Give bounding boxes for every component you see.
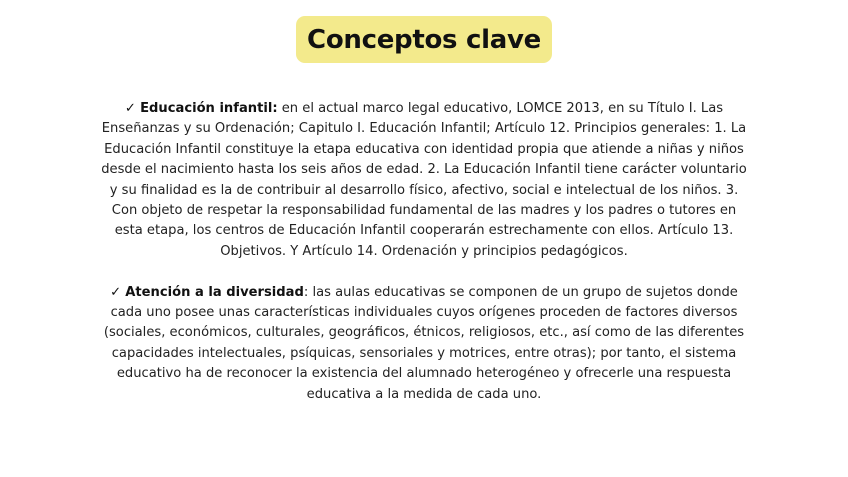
content-body (100, 99, 748, 405)
page-title: Conceptos clave (307, 24, 541, 55)
term-educacion-infantil: Educación infantil: (140, 101, 278, 116)
paragraph-atencion-diversidad (100, 283, 748, 405)
paragraph-spacer (100, 262, 748, 282)
title-box (296, 16, 552, 63)
checkmark-icon: ✓ (110, 284, 122, 300)
paragraph-text: en el actual marco legal educativo, LOMCE 2013, en su Título I. Las Enseñanzas y su Ordenación; Capitulo I. Educación Infantil; Artículo 12. Principios generales: 1. La Educación Infantil constituye la etapa educativa con identidad propia que atiende a niñas y niños desde el nacimiento hasta los seis años de edad. 2. La Educación Infantil tiene carácter voluntario y su finalidad es la de contribuir al desarrollo físico, afectivo, social e intelectual de los niños. 3. Con objeto de respetar la responsabilidad fundamental de las madres y los padres o tutores en esta etapa, los centros de Educación Infantil cooperarán estrechamente con ellos. Artículo 13. Objetivos. Y Artículo 14. Ordenación y principios pedagógicos. (101, 101, 747, 259)
paragraph-educacion-infantil (100, 99, 748, 262)
term-atencion-diversidad: Atención a la diversidad (125, 284, 304, 300)
paragraph-text: : las aulas educativas se componen de un grupo de sujetos donde cada uno posee unas características individuales cuyos orígenes proceden de factores diversos (sociales, económicos, culturales, geográficos, étnicos, religiosos, etc., así como de las diferentes capacidades intelectuales, psíquicas, sensoriales y motrices, entre otras); por tanto, el sistema educativo ha de reconocer la existencia del alumnado heterogéneo y ofrecerle una respuesta educativa a la medida de cada uno. (103, 284, 745, 402)
checkmark-icon: ✓ (124, 101, 136, 116)
